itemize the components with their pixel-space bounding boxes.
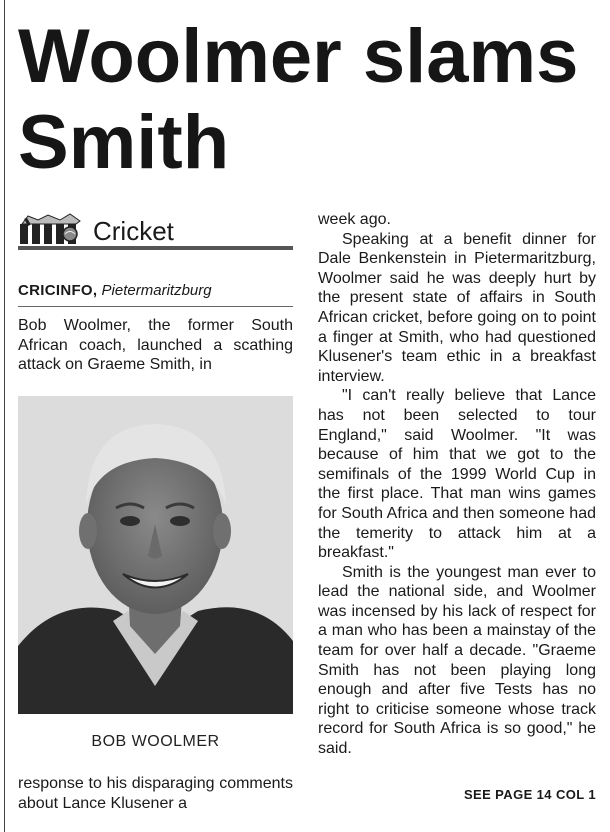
cricket-icon — [18, 212, 90, 246]
article-column-left-bottom — [18, 774, 293, 813]
byline — [18, 281, 293, 301]
page-left-rule — [4, 0, 5, 832]
article-column-right — [318, 210, 596, 759]
portrait-photo — [18, 396, 293, 714]
article-paragraph: Speaking at a benefit dinner for Dale Benkenstein in Pietermaritzburg, Woolmer said he was deeply hurt by the present state of affairs in South African cricket, before going on to point a finger at Smith, who had questioned Klusener's team ethic in a breakfast interview. — [318, 230, 596, 385]
continuation-link[interactable]: SEE PAGE 14 COL 1 — [463, 787, 596, 802]
headline: Woolmer slams Smith — [18, 14, 579, 185]
article-paragraph: "I can't really believe that Lance has not been selected to tour England," said Woolmer. "It was because of him that we got to the semifinals of the 1999 World Cup in the first place. That man wins games for South Africa and then someone had the temerity to attack him at a breakfast." — [318, 387, 596, 562]
article-paragraph: week ago. — [318, 211, 391, 228]
photo-caption: BOB WOOLMER — [91, 733, 220, 750]
section-underline — [18, 246, 293, 250]
byline-divider — [18, 306, 293, 307]
section-label: Cricket — [93, 216, 174, 246]
article-column-left-top — [18, 316, 293, 375]
byline-agency: CRICINFO, — [18, 282, 98, 299]
article-paragraph: Smith is the youngest man ever to lead the national side, and Woolmer was incensed by his lack of respect for a man who has been a mainstay of the team for over half a decade. "Graeme Smith has not been playing long enough and after five Tests has no right to criticise someone whose track record for South Africa is so good," he said. — [318, 563, 596, 758]
byline-place: Pietermaritzburg — [101, 282, 212, 299]
article-paragraph: response to his disparaging comments about Lance Klusener a — [18, 775, 293, 812]
portrait-photo-icon — [18, 396, 293, 714]
section-header — [18, 212, 293, 254]
article-paragraph: Bob Woolmer, the former South African coach, launched a scathing attack on Graeme Smith, in — [18, 317, 293, 374]
